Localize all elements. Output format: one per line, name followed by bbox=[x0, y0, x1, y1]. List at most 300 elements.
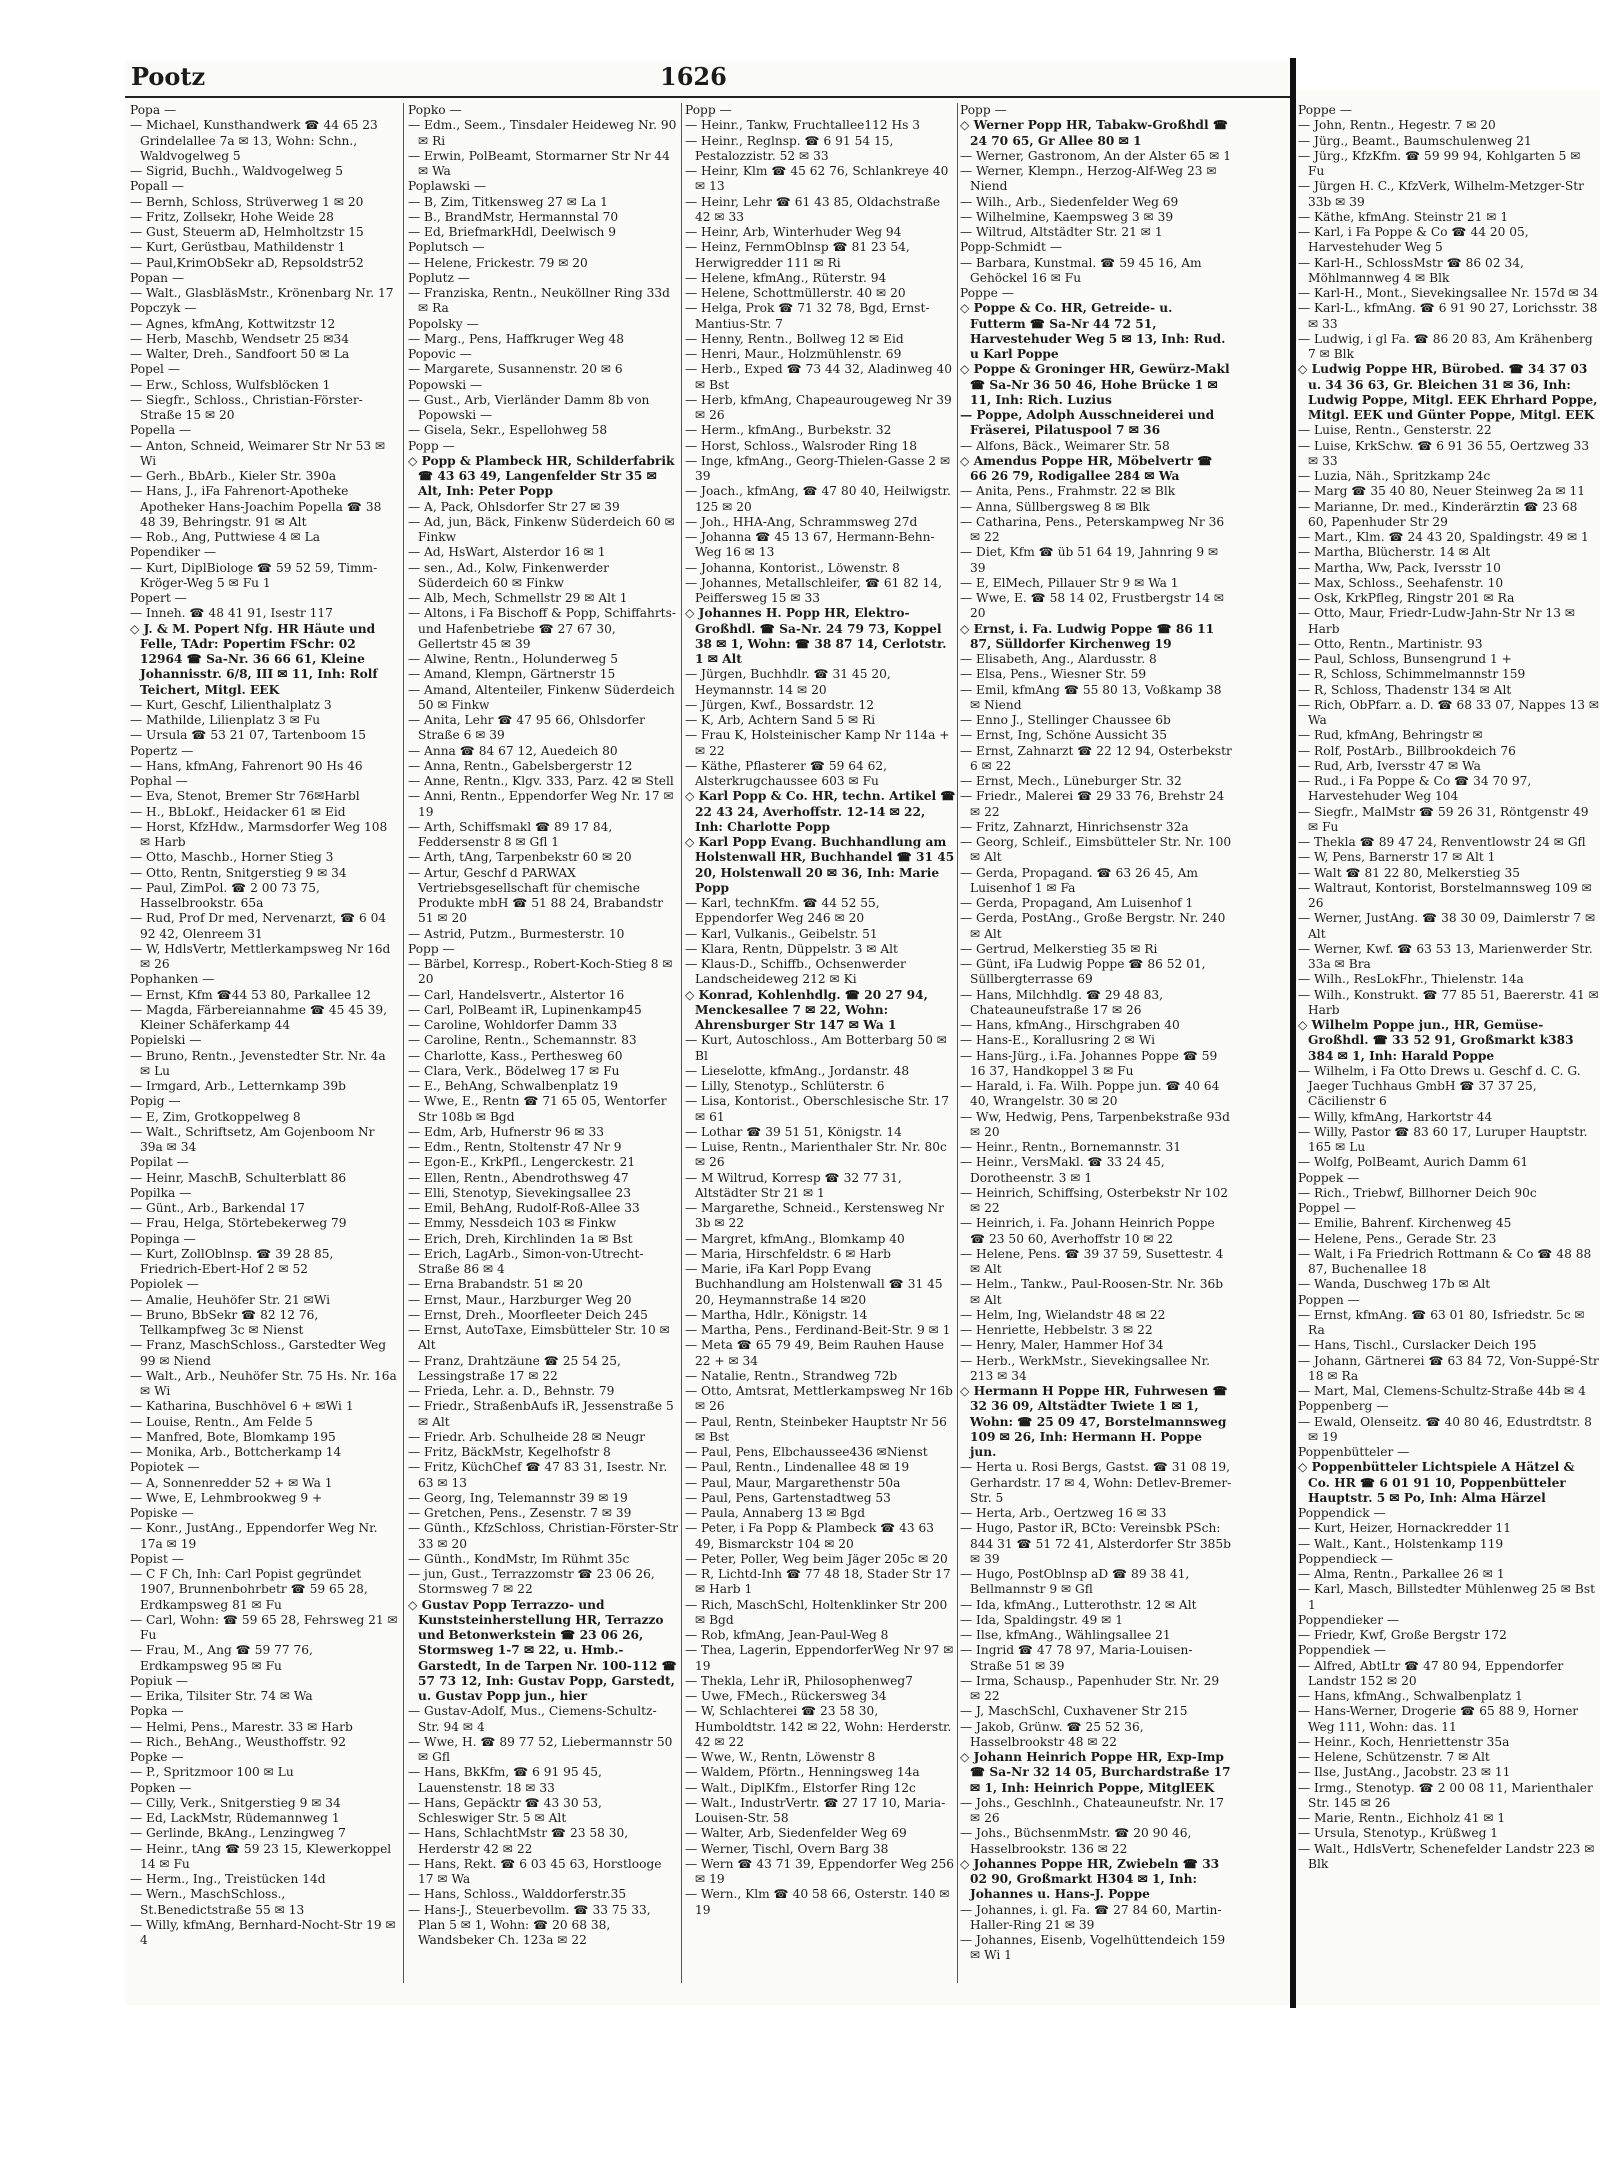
directory-entry: — Herb., WerkMstr., Sievekingsallee Nr. 213 ✉ 34 bbox=[960, 1353, 1210, 1383]
directory-entry: — Walt ☎ 81 22 80, Melkerstieg 35 bbox=[1298, 865, 1520, 880]
directory-entry: — Marie, iFa Karl Popp Evang Buchhandlung am Holstenwall ☎ 31 45 20, Heymannstraße 14 ✉20 bbox=[685, 1262, 943, 1307]
directory-entry: — Heinr., Tankw, Fruchtallee112 Hs 3 bbox=[685, 118, 921, 133]
directory-entry: — Heinr., Reglnsp. ☎ 6 91 54 15, Pestalozzistr. 52 ✉ 33 bbox=[685, 133, 894, 163]
directory-entry: — Emil, kfmAng ☎ 55 80 13, Voßkamp 38 ✉ Niend bbox=[960, 682, 1222, 712]
directory-entry: — Paul, ZimPol. ☎ 2 00 73 75, Hasselbrookstr. 65a bbox=[130, 880, 320, 910]
directory-entry: — Kurt, Autoschloss., Am Botterbarg 50 ✉ Bl bbox=[685, 1033, 947, 1063]
directory-entry: — Heinr, Arb, Winterhuder Weg 94 bbox=[685, 225, 902, 239]
directory-entry: — Walt., IndustrVertr. ☎ 27 17 10, Maria-Louisen-Str. 58 bbox=[685, 1795, 946, 1825]
directory-entry: — Elisabeth, Ang., Alardusstr. 8 bbox=[960, 652, 1157, 666]
directory-entry: — Gerh., BbArb., Kieler Str. 390a bbox=[130, 469, 337, 483]
directory-entry: — Heinr., Koch, Henriettenstr 35a bbox=[1298, 1734, 1510, 1749]
directory-entry: — Marg., Pens, Haffkruger Weg 48 bbox=[408, 331, 625, 346]
directory-entry: — Thekla, Lehr iR, Philosophenweg7 bbox=[685, 1673, 913, 1688]
directory-entry: — Henriette, Hebbelstr. 3 ✉ 22 bbox=[960, 1323, 1153, 1337]
directory-entry: — Günth., KondMstr, Im Rühmt 35c bbox=[408, 1551, 630, 1566]
directory-entry: — Gerda, PostAng., Große Bergstr. Nr. 240 ✉ Alt bbox=[960, 911, 1226, 941]
directory-entry: ◇ Werner Popp HR, Tabakw-Großhdl ☎ 24 70 65, Gr Allee 80 ✉ 1 bbox=[960, 118, 1229, 148]
directory-entry: Popel — bbox=[130, 362, 181, 377]
directory-entry: Popella — bbox=[130, 423, 192, 438]
directory-entry: — Hans, Gepäcktr ☎ 43 30 53, Schleswiger Str. 5 ✉ Alt bbox=[408, 1795, 602, 1825]
directory-entry: — Otto, Rentn., Martinistr. 93 bbox=[1298, 636, 1483, 651]
directory-entry: — Siegfr., Schloss., Christian-Förster-Straße 15 ✉ 20 bbox=[130, 392, 363, 422]
directory-entry: ◇ Hermann H Poppe HR, Fuhrwesen ☎ 32 36 09, Altstädter Twiete 1 ✉ 1, Wohn: ☎ 25 09 47, Borstelmannsweg 109 ✉ 26, Inh: Hermann H. Poppe jun. bbox=[960, 1384, 1228, 1459]
directory-entry: — Arth, tAng, Tarpenbekstr 60 ✉ 20 bbox=[408, 850, 632, 865]
directory-entry: — Walt, i Fa Friedrich Rottmann & Co ☎ 48 88 87, Buchenallee 18 bbox=[1298, 1246, 1592, 1276]
directory-entry: Popolsky — bbox=[408, 316, 479, 331]
directory-entry: — Georg, Ing, Telemannstr 39 ✉ 19 bbox=[408, 1490, 628, 1505]
directory-entry: Popa — bbox=[130, 103, 177, 117]
directory-entry: — Sigrid, Buchh., Waldvogelweg 5 bbox=[130, 164, 343, 178]
directory-entry: — Hans, kfmAng, Fahrenort 90 Hs 46 bbox=[130, 758, 363, 773]
directory-entry: — Paul, Maur, Margarethenstr 50a bbox=[685, 1475, 901, 1490]
directory-entry: — Gerda, Propagand, Am Luisenhof 1 bbox=[960, 896, 1194, 910]
directory-entry: — Friedr. Arb. Schulheide 28 ✉ Neugr bbox=[408, 1429, 646, 1444]
directory-entry: Poppe — bbox=[960, 286, 1014, 300]
directory-entry: — Clara, Verk., Bödelweg 17 ✉ Fu bbox=[408, 1063, 620, 1078]
directory-entry: — Werner, Kwf. ☎ 63 53 13, Marienwerder Str. 33a ✉ Bra bbox=[1298, 941, 1593, 971]
directory-entry: — Klara, Rentn, Düppelstr. 3 ✉ Alt bbox=[685, 941, 898, 956]
directory-entry: Pophanken — bbox=[130, 972, 215, 987]
directory-entry: — Ewald, Olenseitz. ☎ 40 80 46, Edustrdtstr. 8 ✉ 19 bbox=[1298, 1414, 1592, 1444]
directory-entry: — Paul, Rentn, Steinbeker Hauptstr Nr 56 ✉ Bst bbox=[685, 1414, 947, 1444]
directory-entry: — Helene, Frickestr. 79 ✉ 20 bbox=[408, 255, 588, 270]
directory-entry: — Rud, Prof Dr med, Nervenarzt, ☎ 6 04 92 42, Olenreem 31 bbox=[130, 911, 387, 941]
directory-entry: — Ellen, Rentn., Abendrothsweg 47 bbox=[408, 1170, 629, 1185]
directory-entry: — Martha, Hdlr., Königstr. 14 bbox=[685, 1307, 868, 1322]
directory-entry: — Heinr, Lehr ☎ 61 43 85, Oldachstraße 42 ✉ 33 bbox=[685, 194, 941, 224]
directory-entry: Popko — bbox=[408, 103, 462, 117]
directory-entry: — W, HdlsVertr, Mettlerkampsweg Nr 16d ✉ 26 bbox=[130, 941, 391, 971]
directory-entry: Popiolek — bbox=[130, 1277, 199, 1292]
directory-entry: — Otto, Amtsrat, Mettlerkampsweg Nr 16b ✉ 26 bbox=[685, 1384, 953, 1414]
directory-entry: — Diet, Kfm ☎ üb 51 64 19, Jahnring 9 ✉ 39 bbox=[960, 545, 1219, 575]
directory-entry: — Margarete, Susannenstr. 20 ✉ 6 bbox=[408, 362, 623, 377]
directory-entry: — Astrid, Putzm., Burmesterstr. 10 bbox=[408, 926, 625, 941]
directory-entry: Popke — bbox=[130, 1750, 184, 1764]
directory-entry: — Rich, ObPfarr. a. D. ☎ 68 33 07, Nappes 13 ✉ Wa bbox=[1298, 697, 1600, 727]
directory-entry: — J, MaschSchl, Cuxhavener Str 215 bbox=[960, 1704, 1188, 1719]
directory-entry: — Günt, iFa Ludwig Poppe ☎ 86 52 01, Süllbergterrasse 69 bbox=[960, 957, 1206, 987]
directory-entry: — Bruno, BbSekr ☎ 82 12 76, Tellkampfweg 3c ✉ Nienst bbox=[130, 1307, 319, 1337]
directory-entry: — Ernst, Kfm ☎44 53 80, Parkallee 12 bbox=[130, 987, 371, 1002]
directory-entry: — Elli, Stenotyp, Sievekingsallee 23 bbox=[408, 1185, 631, 1200]
directory-entry: — Wilh., Konstrukt. ☎ 77 85 51, Baererstr. 41 ✉ Harb bbox=[1298, 987, 1599, 1017]
directory-entry: Popp — bbox=[685, 103, 732, 117]
directory-entry: — Ed, LackMstr, Rüdemannweg 1 bbox=[130, 1811, 340, 1825]
directory-entry: — Gerda, Propagand. ☎ 63 26 45, Am Luisenhof 1 ✉ Fa bbox=[960, 865, 1198, 895]
directory-entry: — Heinr., VersMakl. ☎ 33 24 45, Dorotheenstr. 3 ✉ 1 bbox=[960, 1155, 1165, 1185]
directory-entry: Poppel — bbox=[1298, 1201, 1356, 1215]
directory-entry: — Enno J., Stellinger Chaussee 6b bbox=[960, 713, 1171, 727]
directory-entry: — Johannes, i. gl. Fa. ☎ 27 84 60, Martin-Haller-Ring 21 ✉ 39 bbox=[960, 1902, 1222, 1932]
directory-entry: — R, Lichtd-Inh ☎ 77 48 18, Stader Str 17 ✉ Harb 1 bbox=[685, 1567, 951, 1597]
directory-entry: — Bärbel, Korresp., Robert-Koch-Stieg 8 ✉ 20 bbox=[408, 957, 673, 987]
directory-entry: Popertz — bbox=[130, 743, 194, 758]
directory-entry: — Jakob, Grünw. ☎ 25 52 36, Hasselbrookstr 48 ✉ 22 bbox=[960, 1719, 1144, 1749]
directory-entry: — Magda, Färbereiannahme ☎ 45 45 39, Kleiner Schäferkamp 44 bbox=[130, 1002, 388, 1032]
directory-entry: — A, Sonnenredder 52 + ✉ Wa 1 bbox=[130, 1475, 333, 1490]
directory-entry: — Emilie, Bahrenf. Kirchenweg 45 bbox=[1298, 1216, 1512, 1231]
directory-entry: — Rob., Ang, Puttwiese 4 ✉ La bbox=[130, 530, 321, 544]
directory-entry: — Wern., Klm ☎ 40 58 66, Osterstr. 140 ✉ 19 bbox=[685, 1887, 950, 1917]
directory-entry: — jun, Gust., Terrazzomstr ☎ 23 06 26, Stormsweg 7 ✉ 22 bbox=[408, 1567, 655, 1597]
directory-entry: — Hans, BkKfm, ☎ 6 91 95 45, Lauenstenstr. 18 ✉ 33 bbox=[408, 1765, 602, 1795]
directory-entry: — Frieda, Lehr. a. D., Behnstr. 79 bbox=[408, 1384, 615, 1398]
directory-entry: — Maria, Hirschfeldstr. 6 ✉ Harb bbox=[685, 1246, 891, 1261]
directory-entry: — Werner, Klempn., Herzog-Alf-Weg 23 ✉ Niend bbox=[960, 164, 1217, 194]
directory-entry: — Luise, Rentn., Marienthaler Str. Nr. 80c ✉ 26 bbox=[685, 1140, 947, 1170]
directory-entry: Popist — bbox=[130, 1551, 184, 1566]
directory-entry: — Osk, KrkPfleg, Ringstr 201 ✉ Ra bbox=[1298, 591, 1515, 605]
directory-entry: — Ad, jun, Bäck, Finkenw Süderdeich 60 ✉ Finkw bbox=[408, 514, 675, 544]
directory-entry: Poppenberg — bbox=[1298, 1399, 1389, 1414]
directory-entry: — Thekla ☎ 89 47 24, Renventlowstr 24 ✉ Gfl bbox=[1298, 835, 1586, 849]
directory-entry: — Otto, Rentn, Snitgerstieg 9 ✉ 34 bbox=[130, 865, 347, 880]
directory-entry: — Erna Brabandstr. 51 ✉ 20 bbox=[408, 1277, 583, 1292]
directory-entry: — Johanna, Kontorist., Löwenstr. 8 bbox=[685, 560, 900, 575]
directory-entry: — Wilhelmine, Kaempsweg 3 ✉ 39 bbox=[960, 209, 1174, 224]
column-2 bbox=[408, 103, 678, 1983]
directory-entry: — Karl, Masch, Billstedter Mühlenweg 25 ✉ Bst 1 bbox=[1298, 1582, 1595, 1612]
directory-entry: — Hugo, PostOblnsp aD ☎ 89 38 41, Bellmannstr 9 ✉ Gfl bbox=[960, 1567, 1190, 1597]
directory-entry: — Henry, Maler, Hammer Hof 34 bbox=[960, 1338, 1164, 1353]
directory-entry: — Anni, Rentn., Eppendorfer Weg Nr. 17 ✉ 19 bbox=[408, 789, 674, 819]
directory-entry: — Barbara, Kunstmal. ☎ 59 45 16, Am Gehöckel 16 ✉ Fu bbox=[960, 255, 1202, 285]
directory-entry: — Ingrid ☎ 47 78 97, Maria-Louisen-Straße 51 ✉ 39 bbox=[960, 1643, 1193, 1673]
directory-entry: ◇ Amendus Poppe HR, Möbelvertr ☎ 66 26 79, Rodigallee 284 ✉ Wa bbox=[960, 453, 1213, 483]
directory-entry: — E, ElMech, Pillauer Str 9 ✉ Wa 1 bbox=[960, 575, 1179, 590]
directory-entry: ◇ Karl Popp & Co. HR, techn. Artikel ☎ 22 43 24, Averhoffstr. 12-14 ✉ 22, Inh: Charlotte Popp bbox=[685, 789, 956, 834]
directory-entry: — H., BbLokf., Heidacker 61 ✉ Eid bbox=[130, 804, 346, 819]
directory-entry: — M Wiltrud, Korresp ☎ 32 77 31, Altstädter Str 21 ✉ 1 bbox=[685, 1170, 902, 1200]
directory-entry: — Willy, kfmAng, Harkortstr 44 bbox=[1298, 1109, 1493, 1124]
directory-entry: — Georg, Schleif., Eimsbütteler Str. Nr. 100 ✉ Alt bbox=[960, 835, 1232, 865]
directory-entry: — Wanda, Duschweg 17b ✉ Alt bbox=[1298, 1277, 1491, 1292]
directory-entry: — Walter, Arb, Siedenfelder Weg 69 bbox=[685, 1826, 907, 1841]
directory-entry: — Erika, Tilsiter Str. 74 ✉ Wa bbox=[130, 1689, 313, 1703]
directory-entry: — Artur, Geschf d PARWAX Vertriebsgesellschaft für chemische Produkte mbH ☎ 51 88 24, Brabandstr 51 ✉ 20 bbox=[408, 865, 664, 926]
directory-entry: — Inneh. ☎ 48 41 91, Isestr 117 bbox=[130, 606, 333, 621]
directory-entry: — Hans, SchlachtMstr ☎ 23 58 30, Herderstr 42 ✉ 22 bbox=[408, 1826, 629, 1856]
directory-entry: — Herta u. Rosi Bergs, Gastst. ☎ 31 08 19, Gerhardstr. 17 ✉ 4, Wohn: Detlev-Bremer-Str. 5 bbox=[960, 1460, 1232, 1505]
directory-entry: — Bruno, Rentn., Jevenstedter Str. Nr. 4a ✉ Lu bbox=[130, 1048, 386, 1078]
directory-entry: — Fritz, Zollsekr, Hohe Weide 28 bbox=[130, 209, 334, 224]
directory-entry: — Rud., i Fa Poppe & Co ☎ 34 70 97, Harvestehuder Weg 104 bbox=[1298, 774, 1532, 804]
directory-entry: — Hans-E., Korallusring 2 ✉ Wi bbox=[960, 1033, 1155, 1048]
directory-entry: — Jürg., KfzKfm. ☎ 59 99 94, Kohlgarten 5 ✉ Fu bbox=[1298, 148, 1581, 178]
directory-entry: — Emil, BehAng, Rudolf-Roß-Allee 33 bbox=[408, 1201, 640, 1215]
directory-entry: — Helmi, Pens., Marestr. 33 ✉ Harb bbox=[130, 1719, 353, 1734]
directory-entry: — Irmgard, Arb., Letternkamp 39b bbox=[130, 1079, 346, 1093]
directory-entry: ◇ Popp & Plambeck HR, Schilderfabrik ☎ 43 63 49, Langenfelder Str 35 ✉ Alt, Inh: Peter Popp bbox=[408, 453, 675, 499]
directory-entry: — Rud, Arb, Iversstr 47 ✉ Wa bbox=[1298, 758, 1481, 773]
directory-entry: — Egon-E., KrkPfl., Lengerckestr. 21 bbox=[408, 1155, 636, 1170]
directory-entry: — Katharina, Buschhövel 6 + ✉Wi 1 bbox=[130, 1399, 354, 1414]
directory-entry: — Rud, kfmAng, Behringstr ✉ bbox=[1298, 728, 1483, 743]
directory-entry: — Emmy, Nessdeich 103 ✉ Finkw bbox=[408, 1216, 617, 1231]
directory-entry: — Johann, Gärtnerei ☎ 63 84 72, Von-Suppé-Str 18 ✉ Ra bbox=[1298, 1353, 1599, 1383]
directory-entry: — Klaus-D., Schiffb., Ochsenwerder Landscheideweg 212 ✉ Ki bbox=[685, 957, 906, 987]
directory-entry: — Charlotte, Kass., Perthesweg 60 bbox=[408, 1048, 623, 1063]
directory-entry: — Wwe, E. ☎ 58 14 02, Frustbergstr 14 ✉ 20 bbox=[960, 591, 1225, 621]
directory-entry: — Karl-H., Mont., Sievekingsallee Nr. 157d ✉ 34 bbox=[1298, 286, 1599, 300]
directory-entry: — Peter, i Fa Popp & Plambeck ☎ 43 63 49, Bismarckstr 104 ✉ 20 bbox=[685, 1521, 935, 1551]
directory-entry: — Marianne, Dr. med., Kinderärztin ☎ 23 68 60, Papenhuder Str 29 bbox=[1298, 499, 1578, 529]
directory-entry: — Frau, M., Ang ☎ 59 77 76, Erdkampsweg 95 ✉ Fu bbox=[130, 1643, 313, 1673]
directory-entry: — Amalie, Heuhöfer Str. 21 ✉Wi bbox=[130, 1292, 331, 1307]
directory-entry: — Johs., BüchsenmMstr. ☎ 20 90 46, Hasselbrookstr. 136 ✉ 22 bbox=[960, 1826, 1192, 1856]
directory-entry: — Lilly, Stenotyp., Schlüterstr. 6 bbox=[685, 1079, 885, 1093]
directory-entry: — Bernh, Schloss, Strüverweg 1 ✉ 20 bbox=[130, 194, 364, 209]
directory-entry: — Rich., BehAng., Weusthoffstr. 92 bbox=[130, 1734, 347, 1749]
directory-entry: — Manfred, Bote, Blomkamp 195 bbox=[130, 1429, 336, 1444]
directory-entry: — K, Arb, Achtern Sand 5 ✉ Ri bbox=[685, 713, 876, 727]
directory-entry: — Ursula, Stenotyp., Krüßweg 1 bbox=[1298, 1826, 1499, 1841]
directory-entry: Poppek — bbox=[1298, 1170, 1360, 1185]
directory-entry: — Wern ☎ 43 71 39, Eppendorfer Weg 256 ✉ 19 bbox=[685, 1856, 955, 1886]
directory-entry: — Paul, Rentn., Lindenallee 48 ✉ 19 bbox=[685, 1460, 910, 1475]
directory-entry: — Heinr, Klm ☎ 45 62 76, Schlankreye 40 ✉ 13 bbox=[685, 164, 949, 194]
directory-entry: Poplawski — bbox=[408, 179, 487, 194]
directory-entry: — Anna, Süllbergsweg 8 ✉ Blk bbox=[960, 499, 1150, 514]
directory-entry: — Eva, Stenot, Bremer Str 76✉Harbl bbox=[130, 789, 360, 804]
directory-entry: Popowski — bbox=[408, 377, 483, 392]
directory-entry: — Walt., Schriftsetz, Am Gojenboom Nr 39a ✉ 34 bbox=[130, 1124, 375, 1154]
directory-entry: — Amand, Altenteiler, Finkenw Süderdeich 50 ✉ Finkw bbox=[408, 682, 675, 712]
directory-entry: — Luise, Rentn., Gensterstr. 22 bbox=[1298, 423, 1492, 438]
directory-entry: Popendiker — bbox=[130, 545, 217, 560]
directory-entry: — John, Rentn., Hegestr. 7 ✉ 20 bbox=[1298, 118, 1496, 133]
directory-entry: — Paul, Schloss, Bunsengrund 1 + bbox=[1298, 652, 1512, 666]
directory-entry: — Hans, Milchhdlg. ☎ 29 48 83, Chateauneufstraße 17 ✉ 26 bbox=[960, 987, 1164, 1017]
directory-entry: — Günt., Arb., Barkendal 17 bbox=[130, 1201, 305, 1215]
directory-entry: — Kurt, ZollOblnsp. ☎ 39 28 85, Friedrich-Ebert-Hof 2 ✉ 52 bbox=[130, 1246, 334, 1276]
directory-entry: — Inge, kfmAng., Georg-Thielen-Gasse 2 ✉ 39 bbox=[685, 453, 951, 483]
directory-entry: — Alb, Mech, Schmellstr 29 ✉ Alt 1 bbox=[408, 591, 628, 605]
directory-entry: — Helene, Pens. ☎ 39 37 59, Susettestr. 4 ✉ Alt bbox=[960, 1246, 1224, 1276]
directory-entry: — Hans, J., iFa Fahrenort-Apotheke Apotheker Hans-Joachim Popella ☎ 38 48 39, Behringstr. 91 ✉ Alt bbox=[130, 484, 382, 529]
directory-entry: — Ad, HsWart, Alsterdor 16 ✉ 1 bbox=[408, 545, 606, 560]
directory-entry: — Heinrich, Schiffsing, Osterbekstr Nr 102 ✉ 22 bbox=[960, 1185, 1228, 1215]
directory-entry: — P., Spritzmoor 100 ✉ Lu bbox=[130, 1765, 294, 1780]
directory-entry: ◇ Karl Popp Evang. Buchhandlung am Holstenwall HR, Buchhandel ☎ 31 45 20, Holstenwall 20 ✉ 36, Inh: Marie Popp bbox=[685, 835, 955, 895]
directory-entry: — Paul,KrimObSekr aD, Repsoldstr52 bbox=[130, 255, 364, 270]
directory-entry: — Gretchen, Pens., Zesenstr. 7 ✉ 39 bbox=[408, 1506, 632, 1520]
directory-entry: — Jürgen, Buchhdlr. ☎ 31 45 20, Heymannstr. 14 ✉ 20 bbox=[685, 667, 891, 697]
directory-entry: — Luzia, Näh., Spritzkamp 24c bbox=[1298, 469, 1491, 483]
directory-entry: — Mathilde, Lilienplatz 3 ✉ Fu bbox=[130, 713, 321, 727]
directory-entry: — Carl, Handelsvertr., Alstertor 16 bbox=[408, 987, 625, 1002]
directory-entry: Poppenbütteler — bbox=[1298, 1445, 1410, 1459]
directory-entry: ◇ J. & M. Popert Nfg. HR Häute und Felle, TAdr: Popertim FSchr: 02 12964 ☎ Sa-Nr. 36 66 61, Kleine Johannisstr. 6/8, III ✉ 11, Inh: Rolf Teichert, Mitgl. EEK bbox=[130, 621, 378, 697]
directory-entry: — Mart., Klm. ☎ 24 43 20, Spaldingstr. 49 ✉ 1 bbox=[1298, 530, 1589, 544]
directory-entry: — Willy, Pastor ☎ 83 60 17, Luruper Hauptstr. 165 ✉ Lu bbox=[1298, 1124, 1588, 1154]
directory-entry: — Ernst, Ing, Schöne Aussicht 35 bbox=[960, 728, 1168, 743]
directory-entry: ◇ Poppe & Co. HR, Getreide- u. Futterm ☎ Sa-Nr 44 72 51, Harvestehuder Weg 5 ✉ 13, Inh: Rud. u Karl Poppe bbox=[960, 301, 1226, 361]
directory-entry: — Ilse, JustAng., Jacobstr. 23 ✉ 11 bbox=[1298, 1765, 1511, 1780]
directory-entry: Popilat — bbox=[130, 1155, 189, 1170]
directory-entry: Popert — bbox=[130, 591, 187, 605]
directory-entry: — Hans, kfmAng., Schwalbenplatz 1 bbox=[1298, 1689, 1523, 1703]
directory-entry: — Herta, Arb., Oertzweg 16 ✉ 33 bbox=[960, 1506, 1167, 1520]
directory-entry: — Luise, KrkSchw. ☎ 6 91 36 55, Oertzweg 33 ✉ 33 bbox=[1298, 438, 1590, 468]
directory-entry: — Willy, kfmAng, Bernhard-Nocht-Str 19 ✉ 4 bbox=[130, 1917, 396, 1947]
directory-entry: — Werner, Gastronom, An der Alster 65 ✉ 1 bbox=[960, 148, 1231, 163]
directory-entry: — Johannes, Metallschleifer, ☎ 61 82 14, Peiffersweg 15 ✉ 33 bbox=[685, 575, 943, 605]
column-rule bbox=[957, 103, 958, 1983]
directory-entry: — Johanna ☎ 45 13 67, Hermann-Behn-Weg 16 ✉ 13 bbox=[685, 530, 935, 560]
directory-entry: — Konr., JustAng., Eppendorfer Weg Nr. 17a ✉ 19 bbox=[130, 1521, 378, 1551]
directory-entry: — Marg ☎ 35 40 80, Neuer Steinweg 2a ✉ 11 bbox=[1298, 484, 1586, 499]
directory-entry: — Uwe, FMech., Rückersweg 34 bbox=[685, 1689, 887, 1703]
directory-entry: — Agnes, kfmAng, Kottwitzstr 12 bbox=[130, 316, 336, 331]
directory-entry: Popp — bbox=[408, 941, 455, 956]
directory-entry: — Rich., Triebwf, Billhorner Deich 90c bbox=[1298, 1185, 1537, 1200]
directory-entry: — Caroline, Rentn., Schemannstr. 83 bbox=[408, 1033, 637, 1048]
directory-entry: — Martha, Pens., Ferdinand-Beit-Str. 9 ✉ 1 bbox=[685, 1323, 951, 1337]
directory-entry: — Herb., Exped ☎ 73 44 32, Aladinweg 40 ✉ Bst bbox=[685, 362, 953, 392]
directory-entry: — Anton, Schneid, Weimarer Str Nr 53 ✉ Wi bbox=[130, 438, 386, 468]
directory-entry: — Kurt, Geschf, Lilienthalplatz 3 bbox=[130, 697, 332, 712]
directory-entry: — Alwine, Rentn., Holunderweg 5 bbox=[408, 652, 618, 666]
directory-entry: ◇ Johannes Poppe HR, Zwiebeln ☎ 33 02 90, Großmarkt H304 ✉ 1, Inh: Johannes u. Hans-J. Poppe bbox=[960, 1856, 1220, 1902]
directory-entry: — Siegfr., MalMstr ☎ 59 26 31, Röntgenstr 49 ✉ Fu bbox=[1298, 804, 1589, 834]
directory-entry: — Erw., Schloss, Wulfsblöcken 1 bbox=[130, 377, 331, 392]
directory-entry: — Edm., Seem., Tinsdaler Heideweg Nr. 90 ✉ Ri bbox=[408, 118, 677, 148]
directory-entry: — Wolfg, PolBeamt, Aurich Damm 61 bbox=[1298, 1155, 1529, 1170]
directory-entry: — Helene, Pens., Gerade Str. 23 bbox=[1298, 1231, 1497, 1246]
directory-entry: Poppe — bbox=[1298, 103, 1352, 117]
directory-entry: — Helene, Schottmüllerstr. 40 ✉ 20 bbox=[685, 286, 906, 300]
directory-entry: — Martha, Ww, Pack, Iversstr 10 bbox=[1298, 560, 1501, 575]
directory-entry: — Hans, Rekt. ☎ 6 03 45 63, Horstlooge 17 ✉ Wa bbox=[408, 1856, 662, 1886]
directory-entry: — Karl-H., SchlossMstr ☎ 86 02 34, Möhlmannweg 4 ✉ Blk bbox=[1298, 255, 1524, 285]
directory-entry: — A, Pack, Ohlsdorfer Str 27 ✉ 39 bbox=[408, 499, 620, 514]
directory-entry: — sen., Ad., Kolw, Finkenwerder Süderdeich 60 ✉ Finkw bbox=[408, 560, 609, 590]
directory-entry: — Paul, Pens, Gartenstadtweg 53 bbox=[685, 1490, 891, 1505]
directory-entry: — Alfons, Bäck., Weimarer Str. 58 bbox=[960, 438, 1170, 453]
directory-entry: — Waltraut, Kontorist, Borstelmannsweg 109 ✉ 26 bbox=[1298, 880, 1592, 910]
directory-entry: — Ernst, kfmAng. ☎ 63 01 80, Isfriedstr. 5c ✉ Ra bbox=[1298, 1307, 1585, 1337]
directory-entry: Popall — bbox=[130, 179, 184, 194]
directory-entry: — Wwe, E, Lehmbrookweg 9 + bbox=[130, 1490, 323, 1505]
directory-entry: — Marie, Rentn., Eichholz 41 ✉ 1 bbox=[1298, 1811, 1506, 1825]
directory-entry: — Henri, Maur., Holzmühlenstr. 69 bbox=[685, 347, 902, 361]
directory-entry: — Herm., Ing., Treistücken 14d bbox=[130, 1872, 326, 1886]
directory-entry: — Kurt, DiplBiologe ☎ 59 52 59, Timm-Kröger-Weg 5 ✉ Fu 1 bbox=[130, 560, 378, 590]
directory-entry: — Joach., kfmAng, ☎ 47 80 40, Heilwigstr. 125 ✉ 20 bbox=[685, 484, 951, 514]
directory-entry: — Waldem, Pförtn., Henningsweg 14a bbox=[685, 1765, 920, 1780]
directory-entry: — Kurt, Heizer, Hornackredder 11 bbox=[1298, 1521, 1512, 1536]
directory-entry: — Rolf, PostArb., Billbrookdeich 76 bbox=[1298, 743, 1516, 758]
directory-entry: Popczyk — bbox=[130, 301, 197, 316]
directory-entry: — Jürgen, Kwf., Bossardstr. 12 bbox=[685, 697, 875, 712]
directory-entry: — Anne, Rentn., Klgv. 333, Parz. 42 ✉ Stell bbox=[408, 774, 674, 788]
directory-entry: — Anita, Lehr ☎ 47 95 66, Ohlsdorfer Straße 6 ✉ 39 bbox=[408, 713, 645, 743]
directory-entry: — Erich, LagArb., Simon-von-Utrecht-Straße 86 ✉ 4 bbox=[408, 1246, 644, 1276]
directory-entry: Poppendieker — bbox=[1298, 1612, 1400, 1627]
directory-entry: — Meta ☎ 65 79 49, Beim Rauhen Hause 22 + ✉ 34 bbox=[685, 1338, 944, 1368]
directory-entry: — Ernst, Mech., Lüneburger Str. 32 bbox=[960, 774, 1182, 788]
directory-entry: ◇ Konrad, Kohlenhdlg. ☎ 20 27 94, Menckesallee 7 ✉ 22, Wohn: Ahrensburger Str 147 ✉ Wa 1 bbox=[685, 987, 928, 1032]
directory-entry: — Alfred, AbtLtr ☎ 47 80 94, Eppendorfer Landstr 152 ✉ 20 bbox=[1298, 1658, 1564, 1688]
directory-entry: — Otto, Maschb., Horner Stieg 3 bbox=[130, 850, 334, 865]
directory-entry: — Helm, Ing, Wielandstr 48 ✉ 22 bbox=[960, 1307, 1166, 1322]
directory-entry: — Fritz, Zahnarzt, Hinrichsenstr 32a bbox=[960, 819, 1189, 834]
directory-entry: Poplutsch — bbox=[408, 240, 485, 255]
directory-entry: — Friedr, Kwf, Große Bergstr 172 bbox=[1298, 1628, 1507, 1642]
directory-entry: — Hans-Werner, Drogerie ☎ 65 88 9, Horner Weg 111, Wohn: das. 11 bbox=[1298, 1704, 1579, 1734]
directory-entry: Poppendieck — bbox=[1298, 1551, 1393, 1566]
directory-entry: — Frau K, Holsteinischer Kamp Nr 114a + ✉ 22 bbox=[685, 728, 950, 758]
directory-entry: — Werner, Tischl, Overn Barg 38 bbox=[685, 1841, 889, 1856]
directory-entry: — Heinr, MaschB, Schulterblatt 86 bbox=[130, 1170, 347, 1185]
directory-entry: — Thea, Lagerin, EppendorferWeg Nr 97 ✉ 19 bbox=[685, 1643, 954, 1673]
directory-entry: — Natalie, Rentn., Strandweg 72b bbox=[685, 1368, 898, 1383]
directory-entry: — Karl-L., kfmAng. ☎ 6 91 90 27, Lorichsstr. 38 ✉ 33 bbox=[1298, 301, 1598, 331]
directory-entry: — Ilse, kfmAng., Wählingsallee 21 bbox=[960, 1628, 1171, 1642]
directory-entry: — Ludwig, i gl Fa. ☎ 86 20 83, Am Krähenberg 7 ✉ Blk bbox=[1298, 331, 1593, 361]
directory-entry: — Ed, BriefmarkHdl, Deelwisch 9 bbox=[408, 225, 617, 239]
directory-entry: ◇ Johann Heinrich Poppe HR, Exp-Imp ☎ Sa-Nr 32 14 05, Burchardstraße 17 ✉ 1, Inh: Heinrich Poppe, MitglEEK bbox=[960, 1750, 1231, 1795]
page-header bbox=[125, 60, 1290, 94]
directory-entry: — Frau, Helga, Störtebekerweg 79 bbox=[130, 1216, 347, 1231]
directory-entry: — W, Pens, Barnerstr 17 ✉ Alt 1 bbox=[1298, 850, 1496, 865]
directory-entry: — Wwe, W., Rentn, Löwenstr 8 bbox=[685, 1750, 876, 1764]
directory-entry: Popka — bbox=[130, 1704, 184, 1719]
directory-entry: — Wern., MaschSchloss., St.Benedictstraße 55 ✉ 13 bbox=[130, 1887, 305, 1917]
directory-entry: — Käthe, Pflasterer ☎ 59 64 62, Alsterkrugchaussee 603 ✉ Fu bbox=[685, 758, 888, 788]
directory-entry: — Hugo, Pastor iR, BCto: Vereinsbk PSch: 844 31 ☎ 51 72 41, Alsterdorfer Str 385b ✉ 39 bbox=[960, 1521, 1231, 1566]
directory-entry: — R, Schloss, Schimmelmannstr 159 bbox=[1298, 667, 1526, 682]
directory-entry: — Ww, Hedwig, Pens, Tarpenbekstraße 93d ✉ 20 bbox=[960, 1109, 1230, 1139]
directory-entry: — Ursula ☎ 53 21 07, Tartenboom 15 bbox=[130, 728, 367, 743]
directory-entry: — Erwin, PolBeamt, Stormarner Str Nr 44 ✉ Wa bbox=[408, 148, 670, 178]
directory-entry: — Gisela, Sekr., Espellohweg 58 bbox=[408, 423, 608, 438]
directory-entry: — Karl, i Fa Poppe & Co ☎ 44 20 05, Harvestehuder Weg 5 bbox=[1298, 225, 1529, 255]
directory-entry: Popinga — bbox=[130, 1231, 196, 1246]
directory-entry: — Louise, Rentn., Am Felde 5 bbox=[130, 1414, 313, 1429]
directory-entry: — Ernst, Dreh., Moorfleeter Deich 245 bbox=[408, 1307, 648, 1322]
directory-entry: — Wilh., Arb., Siedenfelder Weg 69 bbox=[960, 194, 1179, 209]
directory-entry: — E., BehAng, Schwalbenplatz 19 bbox=[408, 1079, 618, 1093]
directory-entry: — Hans-J., Steuerbevollm. ☎ 33 75 33, Plan 5 ✉ 1, Wohn: ☎ 20 68 38, Wandsbeker Ch. 123a ✉ 22 bbox=[408, 1902, 651, 1947]
directory-entry: — Fritz, BäckMstr, Kegelhofstr 8 bbox=[408, 1445, 611, 1459]
directory-entry: — R, Schloss, Thadenstr 134 ✉ Alt bbox=[1298, 682, 1512, 697]
directory-entry: — Hans-Jürg., i.Fa. Johannes Poppe ☎ 59 16 37, Handkoppel 3 ✉ Fu bbox=[960, 1048, 1218, 1078]
directory-entry: — Gerlinde, BkAng., Lenzingweg 7 bbox=[130, 1826, 346, 1841]
directory-entry: Popielski — bbox=[130, 1033, 202, 1048]
directory-entry: — Hans, Tischl., Curslacker Deich 195 bbox=[1298, 1338, 1537, 1353]
directory-entry: — Käthe, kfmAng. Steinstr 21 ✉ 1 bbox=[1298, 209, 1509, 224]
directory-entry: — Walt., GlasbläsMstr., Krönenbarg Nr. 17 bbox=[130, 286, 394, 300]
directory-entry: ◇ Johannes H. Popp HR, Elektro-Großhdl. ☎ Sa-Nr. 24 79 73, Koppel 38 ✉ 1, Wohn: ☎ 38 87 14, Cerlotstr. 1 ✉ Alt bbox=[685, 606, 947, 666]
directory-entry: — Heinrich, i. Fa. Johann Heinrich Poppe ☎ 23 50 60, Averhoffstr 10 ✉ 22 bbox=[960, 1216, 1215, 1246]
running-head: Pootz bbox=[131, 62, 206, 91]
directory-entry: — Carl, Wohn: ☎ 59 65 28, Fehrsweg 21 ✉ Fu bbox=[130, 1612, 398, 1642]
directory-entry: — Ernst, Zahnarzt ☎ 22 12 94, Osterbekstr 6 ✉ 22 bbox=[960, 743, 1232, 773]
directory-entry: — Wilh., ResLokFhr., Thielenstr. 14a bbox=[1298, 972, 1524, 987]
directory-entry: — Wwe, E., Rentn ☎ 71 65 05, Wentorfer Str 108b ✉ Bgd bbox=[408, 1094, 667, 1124]
directory-entry: — Günth., KfzSchloss, Christian-Förster-Str 33 ✉ 20 bbox=[408, 1521, 678, 1551]
directory-entry: — Karl, technKfm. ☎ 44 52 55, Eppendorfer Weg 246 ✉ 20 bbox=[685, 896, 880, 926]
directory-entry: — Helm., Tankw., Paul-Roosen-Str. Nr. 36b ✉ Alt bbox=[960, 1277, 1224, 1307]
directory-entry: — Erich, Dreh, Kirchlinden 1a ✉ Bst bbox=[408, 1231, 633, 1246]
column-5 bbox=[1298, 103, 1600, 1983]
directory-entry: — Lothar ☎ 39 51 51, Königstr. 14 bbox=[685, 1124, 902, 1139]
directory-entry: — Michael, Kunsthandwerk ☎ 44 65 23 Grindelallee 7a ✉ 13, Wohn: Schn., Waldvogelweg 5 bbox=[130, 118, 378, 163]
